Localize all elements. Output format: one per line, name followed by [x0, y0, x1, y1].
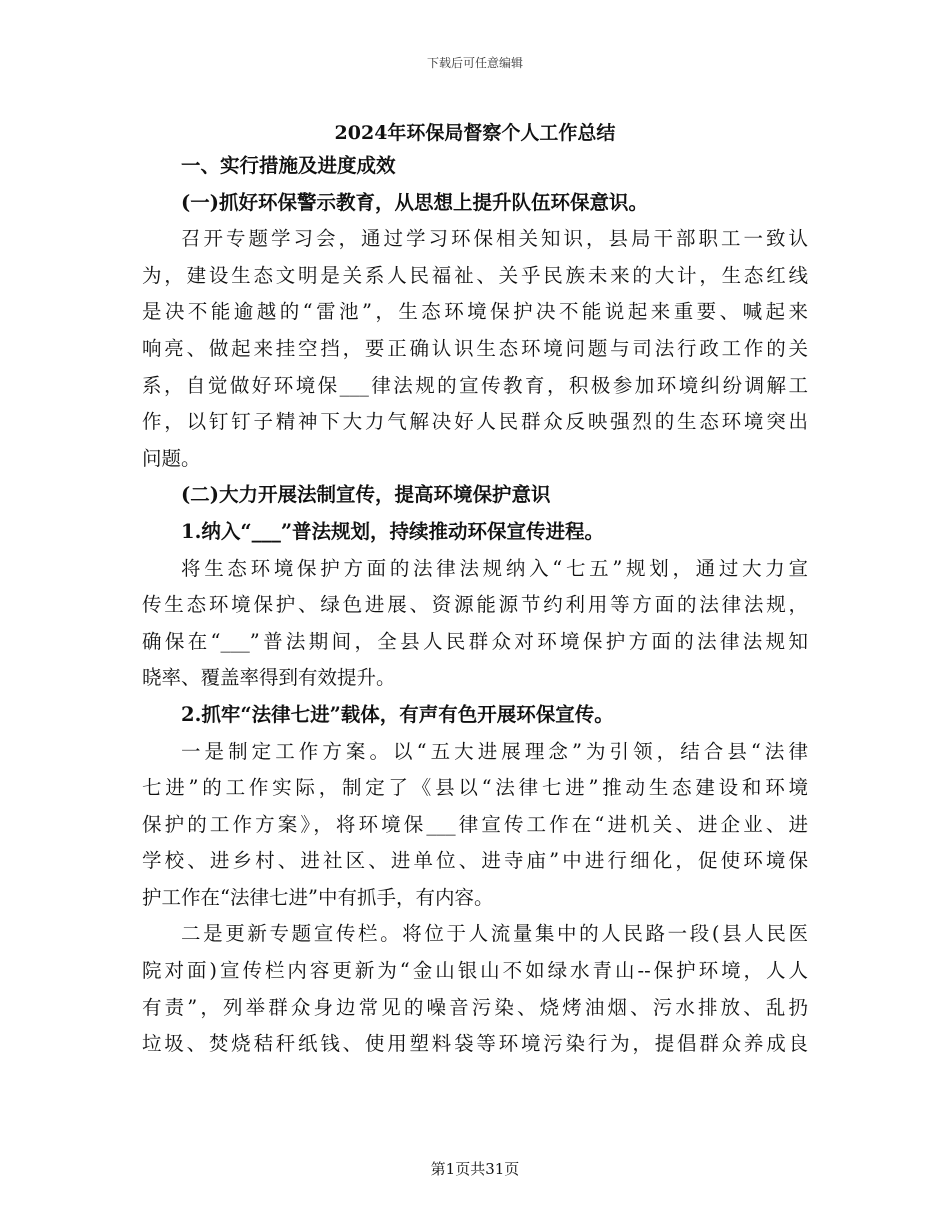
- paragraph-4: [142, 916, 808, 1062]
- paragraph-line: 系，自觉做好环境保___律法规的宣传教育，积极参加环境纠纷调解工: [142, 373, 808, 397]
- paragraph-2: [142, 551, 808, 697]
- document-body: [142, 148, 808, 1063]
- paragraph-line: 学校、进乡村、进社区、进单位、进寺庙”中进行细化，促使环境保: [142, 849, 808, 873]
- item-heading: 1.纳入“___”普法规划，持续推动环保宣传进程。: [181, 519, 605, 543]
- paragraph-line: 问题。: [142, 446, 201, 470]
- paragraph-line: 召开专题学习会，通过学习环保相关知识，县局干部职工一致认: [181, 227, 808, 251]
- section-heading: 一、实行措施及进度成效: [181, 154, 396, 177]
- paragraph-line: 保护的工作方案》，将环境保___律宣传工作在“进机关、进企业、进: [142, 812, 808, 836]
- paragraph-line: 为，建设生态文明是关系人民福祉、关乎民族未来的大计，生态红线: [142, 263, 808, 287]
- paragraph-line: 是决不能逾越的“雷池”，生态环境保护决不能说起来重要、喊起来: [142, 300, 808, 324]
- paragraph-3: [142, 734, 808, 917]
- paragraph-line: 传生态环境保护、绿色进展、资源能源节约利用等方面的法律法规，: [142, 593, 808, 617]
- paragraph-line: 一是制定工作方案。以“五大进展理念”为引领，结合县“法律: [181, 739, 808, 763]
- paragraph-line: 二是更新专题宣传栏。将位于人流量集中的人民路一段(县人民医: [181, 922, 808, 946]
- paragraph-line: 晓率、覆盖率得到有效提升。: [142, 666, 396, 690]
- paragraph-line: 作，以钉钉子精神下大力气解决好人民群众反映强烈的生态环境突出: [142, 410, 808, 434]
- paragraph-line: 将生态环境保护方面的法律法规纳入“七五”规划，通过大力宣: [181, 556, 808, 580]
- paragraph-1: [142, 221, 808, 477]
- paragraph-line: 垃圾、焚烧秸秆纸钱、使用塑料袋等环境污染行为，提倡群众养成良: [142, 1032, 808, 1056]
- document-title: 2024年环保局督察个人工作总结: [334, 122, 616, 144]
- paragraph-line: 确保在“___”普法期间，全县人民群众对环境保护方面的法律法规知: [142, 629, 808, 653]
- paragraph-line: 七进”的工作实际，制定了《县以“法律七进”推动生态建设和环境: [142, 776, 808, 800]
- paragraph-line: 护工作在“法律七进”中有抓手，有内容。: [142, 885, 494, 909]
- paragraph-line: 响亮、做起来挂空挡，要正确认识生态环境问题与司法行政工作的关: [142, 336, 808, 360]
- subsection-heading: (二)大力开展法制宣传，提高环境保护意识: [181, 483, 551, 507]
- paragraph-line: 院对面)宣传栏内容更新为“金山银山不如绿水青山--保护环境，人人: [142, 959, 808, 983]
- item-heading: 2.抓牢“法律七进”载体，有声有色开展环保宣传。: [181, 702, 614, 726]
- paragraph-line: 有责”，列举群众身边常见的噪音污染、烧烤油烟、污水排放、乱扔: [142, 995, 808, 1019]
- page-header-note: 下载后可任意编辑: [426, 56, 523, 70]
- page-number-footer: 第1页共31页: [430, 1160, 520, 1178]
- subsection-heading: (一)抓好环保警示教育，从思想上提升队伍环保意识。: [181, 190, 648, 214]
